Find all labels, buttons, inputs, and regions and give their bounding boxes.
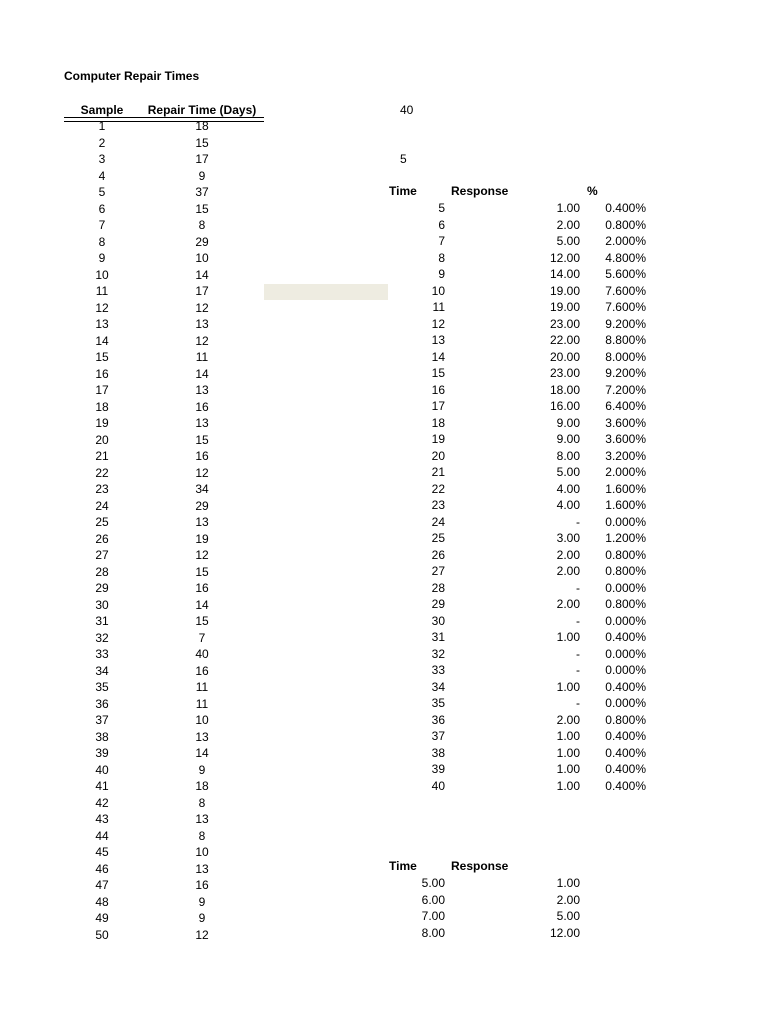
- sample-number: 9: [98, 251, 106, 265]
- freq-time: 19: [431, 432, 445, 446]
- sample-number: 47: [95, 878, 109, 892]
- freq-response: 1.00: [556, 679, 580, 694]
- freq-header-response: Response: [451, 184, 509, 198]
- sample-number: 27: [95, 548, 109, 562]
- freq-percent: 0.800%: [605, 597, 646, 611]
- sample-number: 4: [98, 168, 106, 183]
- sample-number: 37: [95, 713, 109, 727]
- repair-time-value: 16: [195, 878, 209, 892]
- tr-time: 7.00: [421, 909, 445, 923]
- freq-response: 18.00: [549, 382, 580, 397]
- freq-time: 25: [431, 531, 445, 545]
- freq-time: 5: [438, 201, 445, 215]
- sample-number: 50: [95, 927, 109, 942]
- freq-response: 2.00: [556, 597, 580, 611]
- sample-number: 13: [95, 317, 109, 331]
- freq-time: 6: [438, 217, 445, 232]
- time-response-header-response: Response: [451, 859, 509, 873]
- freq-time: 39: [431, 762, 445, 776]
- freq-percent: 0.800%: [605, 547, 646, 562]
- freq-time: 18: [431, 415, 445, 430]
- repair-time-value: 7: [198, 630, 206, 645]
- freq-response: 1.00: [556, 201, 580, 215]
- freq-response: 2.00: [556, 217, 580, 232]
- freq-percent: 3.600%: [605, 415, 646, 430]
- header-sample: Sample: [80, 103, 124, 117]
- freq-percent: 0.400%: [605, 778, 646, 793]
- sample-number: 34: [95, 663, 109, 678]
- sample-number: 5: [98, 185, 106, 199]
- freq-percent: 0.800%: [605, 712, 646, 727]
- freq-time: 31: [431, 630, 445, 644]
- freq-percent: 9.200%: [605, 316, 646, 331]
- sample-number: 19: [95, 416, 109, 430]
- sample-number: 25: [95, 515, 109, 529]
- repair-time-value: 11: [195, 696, 209, 711]
- tr-time: 8.00: [421, 925, 445, 940]
- sample-number: 8: [98, 234, 106, 249]
- sample-number: 12: [95, 300, 109, 315]
- sample-number: 44: [95, 828, 109, 843]
- sample-number: 17: [95, 383, 109, 397]
- sample-number: 36: [95, 696, 109, 711]
- time-response-header-time: Time: [389, 859, 417, 873]
- sample-number: 46: [95, 861, 109, 876]
- sample-number: 45: [95, 845, 109, 859]
- freq-percent: 0.000%: [605, 646, 646, 661]
- freq-response: 1.00: [556, 729, 580, 743]
- freq-percent: 0.400%: [605, 201, 646, 215]
- sample-number: 18: [95, 399, 109, 414]
- freq-percent: 3.200%: [605, 448, 646, 463]
- repair-time-value: 19: [195, 531, 209, 546]
- repair-time-value: 17: [195, 152, 209, 166]
- freq-response: 16.00: [549, 399, 580, 413]
- repair-time-value: 17: [195, 284, 209, 298]
- freq-response: 23.00: [549, 316, 580, 331]
- sample-number: 42: [95, 795, 109, 810]
- freq-percent: 2.000%: [605, 234, 646, 248]
- freq-time: 12: [431, 316, 445, 331]
- sample-number: 28: [95, 564, 109, 579]
- sample-number: 7: [98, 218, 106, 232]
- freq-percent: 0.800%: [605, 217, 646, 232]
- freq-response: 1.00: [556, 762, 580, 776]
- highlighted-cell: [264, 284, 388, 300]
- freq-percent: 0.400%: [605, 745, 646, 760]
- sample-number: 29: [95, 581, 109, 595]
- param-min: 5: [400, 152, 407, 166]
- freq-response: 19.00: [549, 300, 580, 314]
- repair-time-value: 13: [195, 729, 209, 744]
- freq-time: 29: [431, 597, 445, 611]
- sample-number: 38: [95, 729, 109, 744]
- sample-number: 41: [95, 779, 109, 793]
- freq-response: -: [576, 613, 580, 628]
- sample-number: 11: [95, 284, 109, 298]
- repair-time-value: 16: [195, 581, 209, 595]
- repair-time-value: 10: [195, 845, 209, 859]
- freq-response: -: [576, 580, 580, 595]
- repair-time-value: 13: [195, 383, 209, 397]
- freq-response: -: [576, 646, 580, 661]
- freq-response: -: [576, 663, 580, 677]
- repair-time-value: 8: [198, 828, 206, 843]
- freq-response: 5.00: [556, 465, 580, 479]
- freq-percent: 5.600%: [605, 267, 646, 281]
- repair-time-value: 16: [195, 663, 209, 678]
- freq-time: 22: [431, 481, 445, 496]
- freq-percent: 0.000%: [605, 580, 646, 595]
- freq-percent: 0.400%: [605, 729, 646, 743]
- repair-time-value: 29: [195, 234, 209, 249]
- freq-time: 26: [431, 547, 445, 562]
- sample-number: 23: [95, 482, 109, 496]
- header-repair-time: Repair Time (Days): [147, 103, 257, 117]
- freq-response: 1.00: [556, 778, 580, 793]
- sample-number: 3: [98, 152, 106, 166]
- freq-percent: 7.600%: [605, 300, 646, 314]
- sample-number: 14: [95, 333, 109, 348]
- freq-response: 9.00: [556, 432, 580, 446]
- freq-time: 27: [431, 564, 445, 578]
- repair-time-value: 10: [195, 251, 209, 265]
- freq-time: 9: [438, 267, 445, 281]
- freq-percent: 1.600%: [605, 481, 646, 496]
- repair-time-value: 9: [198, 762, 206, 777]
- freq-time: 37: [431, 729, 445, 743]
- repair-time-value: 16: [195, 399, 209, 414]
- sample-number: 35: [95, 680, 109, 694]
- freq-percent: 0.800%: [605, 564, 646, 578]
- repair-time-value: 15: [195, 135, 209, 150]
- repair-time-value: 12: [195, 548, 209, 562]
- repair-time-value: 13: [195, 515, 209, 529]
- repair-time-value: 8: [198, 795, 206, 810]
- sample-number: 10: [95, 267, 109, 282]
- freq-percent: 9.200%: [605, 366, 646, 380]
- sample-number: 32: [95, 630, 109, 645]
- freq-percent: 0.400%: [605, 762, 646, 776]
- freq-time: 24: [431, 514, 445, 529]
- repair-time-value: 14: [195, 267, 209, 282]
- freq-time: 11: [432, 300, 445, 314]
- freq-percent: 6.400%: [605, 399, 646, 413]
- repair-time-value: 15: [195, 614, 209, 628]
- freq-percent: 0.400%: [605, 630, 646, 644]
- freq-response: 4.00: [556, 498, 580, 512]
- freq-time: 17: [431, 399, 445, 413]
- repair-time-value: 16: [195, 449, 209, 463]
- freq-response: 23.00: [549, 366, 580, 380]
- repair-time-value: 18: [195, 119, 209, 133]
- freq-response: 2.00: [556, 547, 580, 562]
- tr-time: 5.00: [421, 876, 445, 890]
- tr-response: 2.00: [556, 892, 580, 907]
- freq-time: 14: [431, 349, 445, 364]
- freq-percent: 3.600%: [605, 432, 646, 446]
- repair-time-value: 11: [195, 350, 209, 364]
- tr-response: 5.00: [556, 909, 580, 923]
- repair-time-value: 29: [195, 498, 209, 513]
- sample-number: 24: [95, 498, 109, 513]
- freq-percent: 1.600%: [605, 498, 646, 512]
- freq-percent: 8.800%: [605, 333, 646, 347]
- sample-number: 40: [95, 762, 109, 777]
- sample-number: 31: [95, 614, 109, 628]
- sample-number: 30: [95, 597, 109, 612]
- freq-response: 19.00: [549, 283, 580, 298]
- freq-response: -: [576, 696, 580, 710]
- sample-number: 43: [95, 812, 109, 826]
- freq-time: 30: [431, 613, 445, 628]
- freq-response: 20.00: [549, 349, 580, 364]
- repair-time-value: 13: [195, 317, 209, 331]
- repair-time-value: 15: [195, 201, 209, 216]
- freq-percent: 1.200%: [605, 531, 646, 545]
- tr-response: 1.00: [556, 876, 580, 890]
- freq-percent: 2.000%: [605, 465, 646, 479]
- repair-time-value: 13: [195, 812, 209, 826]
- freq-response: 1.00: [556, 630, 580, 644]
- freq-header-pct: %: [587, 184, 598, 198]
- freq-time: 15: [431, 366, 445, 380]
- repair-time-value: 14: [195, 366, 209, 381]
- repair-time-value: 37: [195, 185, 209, 199]
- freq-percent: 8.000%: [605, 349, 646, 364]
- tr-response: 12.00: [549, 925, 580, 940]
- freq-time: 21: [431, 465, 445, 479]
- freq-response: 22.00: [549, 333, 580, 347]
- sample-number: 2: [98, 135, 106, 150]
- freq-time: 28: [431, 580, 445, 595]
- freq-time: 23: [431, 498, 445, 512]
- repair-time-value: 13: [195, 861, 209, 876]
- freq-time: 8: [438, 250, 445, 265]
- freq-percent: 0.000%: [605, 613, 646, 628]
- freq-time: 16: [431, 382, 445, 397]
- repair-time-value: 12: [195, 333, 209, 348]
- sample-number: 1: [98, 119, 106, 133]
- freq-percent: 0.400%: [605, 679, 646, 694]
- freq-time: 34: [431, 679, 445, 694]
- freq-response: 12.00: [549, 250, 580, 265]
- repair-time-value: 14: [195, 597, 209, 612]
- freq-time: 33: [431, 663, 445, 677]
- repair-time-value: 14: [195, 746, 209, 760]
- repair-time-value: 11: [195, 680, 209, 694]
- param-max: 40: [400, 103, 414, 117]
- repair-time-value: 9: [198, 168, 206, 183]
- sample-number: 20: [95, 432, 109, 447]
- freq-time: 35: [431, 696, 445, 710]
- freq-response: -: [576, 514, 580, 529]
- freq-time: 13: [431, 333, 445, 347]
- freq-response: 4.00: [556, 481, 580, 496]
- repair-time-value: 10: [195, 713, 209, 727]
- freq-percent: 4.800%: [605, 250, 646, 265]
- sample-number: 21: [95, 449, 109, 463]
- repair-time-value: 13: [195, 416, 209, 430]
- freq-response: 9.00: [556, 415, 580, 430]
- repair-time-value: 9: [198, 911, 206, 925]
- freq-time: 32: [431, 646, 445, 661]
- sample-number: 6: [98, 201, 106, 216]
- sample-number: 22: [95, 465, 109, 480]
- freq-response: 5.00: [556, 234, 580, 248]
- sample-number: 48: [95, 894, 109, 909]
- freq-response: 3.00: [556, 531, 580, 545]
- freq-percent: 7.200%: [605, 382, 646, 397]
- sample-number: 33: [95, 647, 109, 661]
- repair-time-value: 18: [195, 779, 209, 793]
- sample-number: 26: [95, 531, 109, 546]
- freq-time: 20: [431, 448, 445, 463]
- repair-time-value: 15: [195, 564, 209, 579]
- freq-time: 7: [438, 234, 445, 248]
- tr-time: 6.00: [421, 892, 445, 907]
- freq-time: 38: [431, 745, 445, 760]
- repair-time-value: 15: [195, 432, 209, 447]
- sample-number: 15: [95, 350, 109, 364]
- repair-time-value: 12: [195, 465, 209, 480]
- repair-time-value: 40: [195, 647, 209, 661]
- freq-header-time: Time: [389, 184, 417, 198]
- sample-number: 16: [95, 366, 109, 381]
- freq-response: 1.00: [556, 745, 580, 760]
- sample-number: 39: [95, 746, 109, 760]
- freq-time: 36: [431, 712, 445, 727]
- freq-percent: 0.000%: [605, 663, 646, 677]
- sample-number: 49: [95, 911, 109, 925]
- sheet-title: Computer Repair Times: [64, 69, 200, 83]
- freq-response: 14.00: [549, 267, 580, 281]
- repair-time-value: 12: [195, 300, 209, 315]
- repair-time-value: 12: [195, 927, 209, 942]
- repair-time-value: 9: [198, 894, 206, 909]
- freq-percent: 7.600%: [605, 283, 646, 298]
- freq-response: 2.00: [556, 712, 580, 727]
- freq-time: 10: [431, 283, 445, 298]
- repair-time-value: 34: [195, 482, 209, 496]
- freq-percent: 0.000%: [605, 514, 646, 529]
- freq-time: 40: [431, 778, 445, 793]
- freq-percent: 0.000%: [605, 696, 646, 710]
- repair-time-value: 8: [198, 218, 206, 232]
- freq-response: 8.00: [556, 448, 580, 463]
- freq-response: 2.00: [556, 564, 580, 578]
